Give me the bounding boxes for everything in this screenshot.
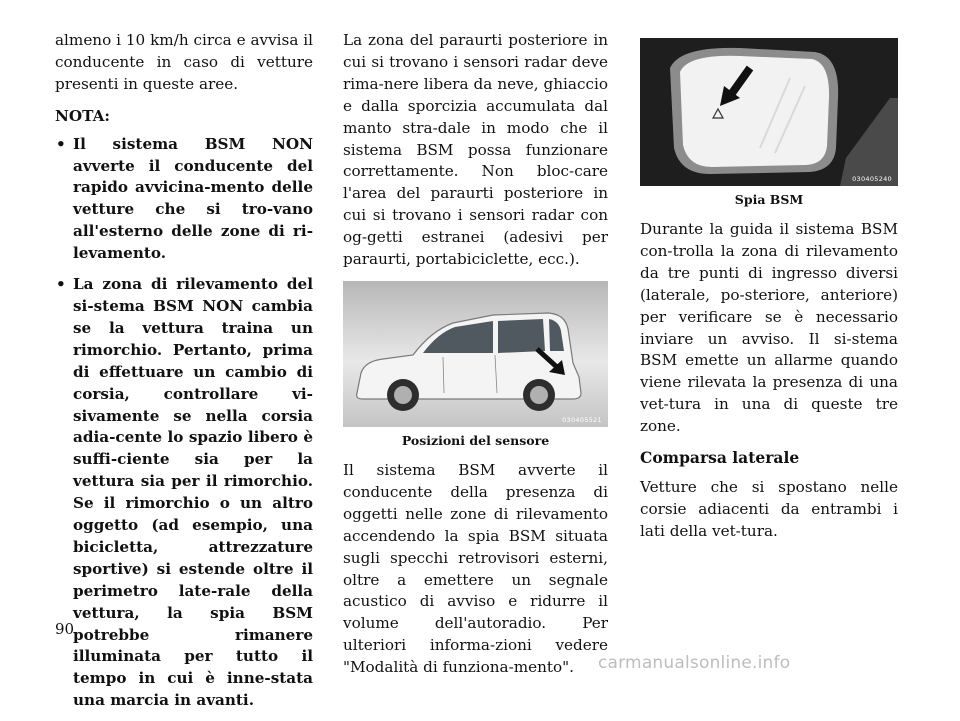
intro-paragraph: almeno i 10 km/h circa e avvisa il conducente in caso di vetture presenti in queste aree. [55, 31, 313, 93]
sensor-figure [343, 281, 608, 427]
note-label: NOTA: [55, 106, 110, 125]
section-heading: Comparsa laterale [640, 448, 800, 468]
mirror-figure [640, 38, 898, 186]
bumper-paragraph: La zona del paraurti posteriore in cui si trovano i sensori radar deve rima-nere libera da neve, ghiaccio e dalla sporcizia accumulata dal manto stra-dale in modo che il sistema BSM possa funzionare correttamente. Non bloc-care l'area del paraurti posteriore in cui si trovano i sensori radar con og-getti estranei (adesivi per paraurti, portabiciclette, ecc.). [343, 31, 608, 269]
column-middle [343, 30, 608, 689]
figure-code: 030405240 [852, 175, 892, 183]
detection-paragraph: Durante la guida il sistema BSM con-trolla la zona di rilevamento da tre punti di ingresso diversi (laterale, po-steriore, anteriore) per verificare se è necessario inviare un avviso. Il si-stema BSM emette un allarme quando viene rilevata la presenza di una vet-tura in una di queste tre zone. [640, 220, 898, 436]
mirror-illustration [640, 38, 898, 186]
warning-paragraph: Il sistema BSM avverte il conducente della presenza di oggetti nelle zone di rilevamento accendendo la spia BSM situata sugli specchi retrovisori esterni, oltre a emettere un segnale acustico di avviso e ridurre il volume dell'autoradio. Per ulteriori informa-zioni vedere "Modalità di funziona-mento". [343, 460, 608, 677]
note-bullet-2: • La zona di rilevamento del si-stema BSM NON cambia se la vettura traina un rimorchio. Pertanto, prima di effettuare un cambio di corsia, controllare vi-sivamente se nella corsia adia-cente lo spazio libero è suffi-ciente sia per la vettura sia per il rimorchio. Se il rimorchio o un altro oggetto (ad esempio, una bicicletta, attrezzature sportive) si estende oltre il perimetro late-rale della vettura, la spia BSM potrebbe rimanere illuminata per tutto il tempo in cui è inne-stata una marcia in avanti. [55, 274, 313, 712]
minivan-illustration [343, 281, 608, 427]
lateral-paragraph: Vetture che si spostano nelle corsie adiacenti da entrambi i lati della vet-tura. [640, 478, 898, 540]
column-left [55, 30, 313, 721]
note-bullet-list [55, 134, 313, 713]
sensor-figure-caption: Posizioni del sensore [401, 432, 550, 448]
page-number: 90 [55, 620, 75, 638]
note-bullet-1: • Il sistema BSM NON avverte il conducente del rapido avvicina-mento delle vetture che si tro-vano all'esterno delle zone di ri-levamento. [55, 134, 313, 265]
mirror-figure-caption: Spia BSM [734, 192, 804, 207]
column-right [640, 38, 898, 553]
figure-code: 030405521 [562, 415, 602, 424]
watermark-text: carmanualsonline.info [598, 653, 791, 673]
